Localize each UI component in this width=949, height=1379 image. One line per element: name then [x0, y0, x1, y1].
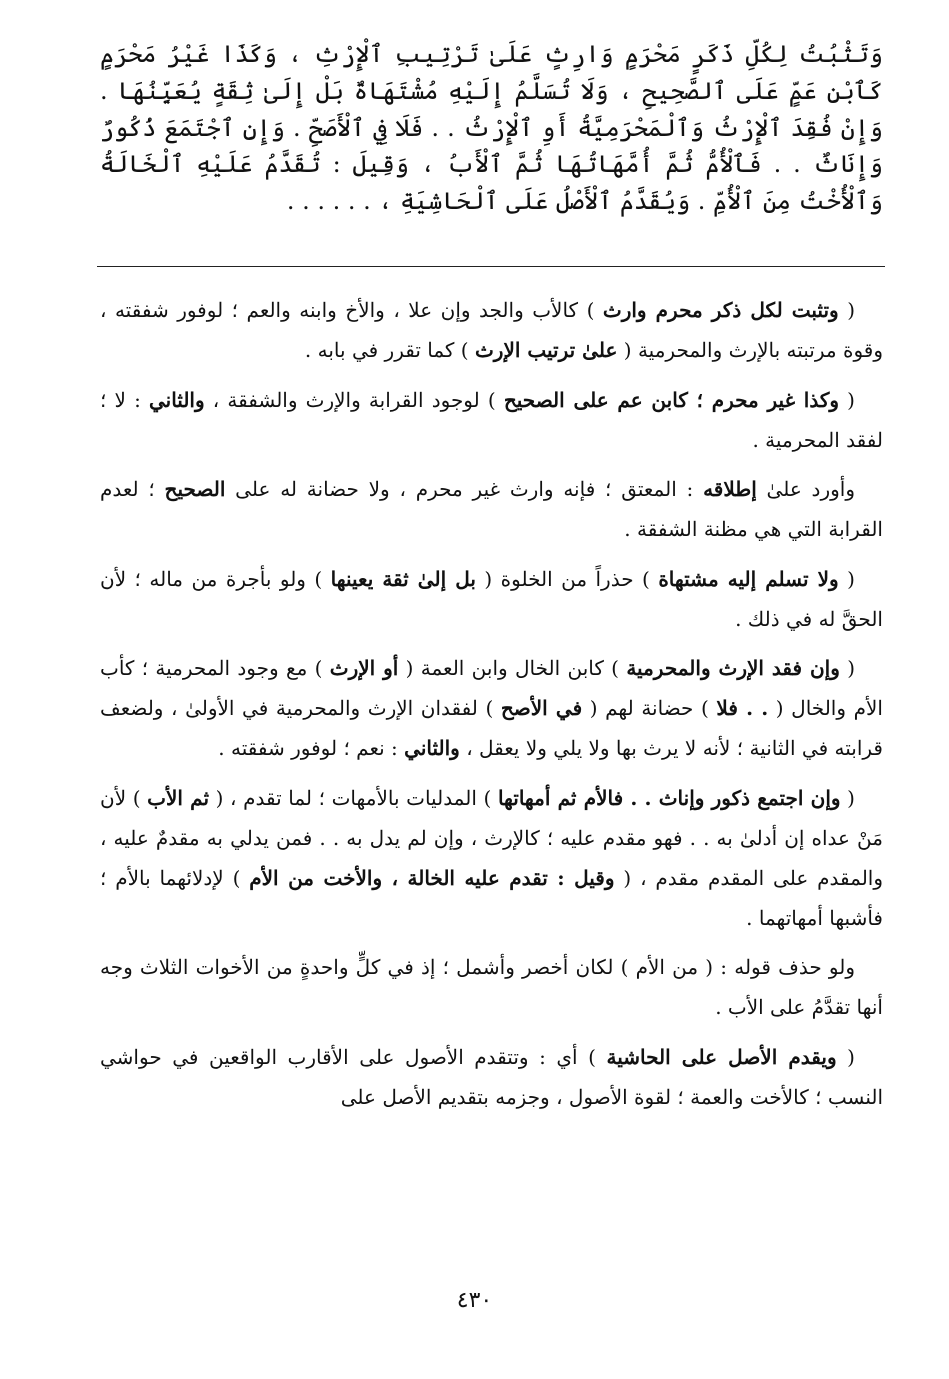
- quoted-matn: وقيل : تقدم عليه الخالة ، والأخت من الأم: [249, 865, 615, 890]
- quoted-matn: والثاني: [404, 736, 460, 760]
- quoted-matn: والثاني: [148, 387, 205, 412]
- quoted-matn: الصحيح: [164, 477, 226, 501]
- sharh-paragraph-7: ولو حذف قوله : ( من الأم ) لكان أخصر وأشمل ؛ إذ في كلٍّ واحدةٍ من الأخوات الثلاث وجه أنها تقدَّمُ على الأب .: [100, 955, 883, 1019]
- sharh-paragraph-3: وأورد علىٰ إطلاقه : المعتق ؛ فإنه وارث غير محرم ، ولا حضانة له على الصحيح ؛ لعدم القرابة التي هي مظنة الشفقة .: [100, 477, 883, 541]
- quoted-matn: ثم الأب: [147, 785, 210, 810]
- sharh-paragraph-8: ( ويقدم الأصل على الحاشية ) أي : وتتقدم الأصول على الأقارب الواقعين في حواشي النسب ؛ كالأخت والعمة ؛ لقوة الأصول ، وجزمه بتقديم الأصل على: [100, 1044, 883, 1109]
- quoted-matn: أو الإرث: [329, 656, 399, 680]
- quoted-matn: ولا تسلم إليه مشتهاة: [658, 566, 839, 591]
- sharh-paragraph-6: ( وإن اجتمع ذكور وإناث . . فالأم ثم أمهاتها ) المدليات بالأمهات ؛ لما تقدم ، ( ثم الأب ) لأن مَنْ عداه إن أدلىٰ به . . فهو مقدم عليه ؛ كالإرث ، وإن لم يدل به . . فمن يدلي به مقدمٌ عليه ، والمقدم على المقدم مقدم ، ( وقيل : تقدم عليه الخالة ، والأخت من الأم ) لإدلائهما بالأم ؛ فأشبها أمهاتهما .: [100, 785, 884, 930]
- quoted-matn: وإن فقد الإرث والمحرمية: [626, 656, 840, 680]
- quoted-matn: بل إلىٰ ثقة يعينها: [330, 566, 476, 591]
- matn-paragraph: وَتَثْبُتُ لِكُلِّ ذَكَرٍ مَحْرَمٍ وَارِثٍ عَلَىٰ تَرْتِيبِ ٱلْإِرْثِ ، وَكَذَا غَيْرُ مَحْرَمٍ كَٱبْنِ عَمٍّ عَلَى ٱلصَّحِيحِ ، وَلَا تُسَلَّمُ إِلَيْهِ مُشْتَهَاةٌ بَلْ إِلَىٰ ثِقَةٍ يُعَيِّنُهَا . وَإِنْ فُقِدَ ٱلْإِرْثُ وَٱلْمَحْرَمِيَّةُ أَوِ ٱلْإِرْثُ . . فَلَا فِي ٱلْأَصَحِّ . وَإِنِ ٱجْتَمَعَ ذُكُورٌ وَإِنَاثٌ . . فَٱلْأُمُّ ثُمَّ أُمَّهَاتُهَا ثُمَّ ٱلْأَبُ ، وَقِيلَ : تُقَدَّمُ عَلَيْهِ ٱلْخَالَةُ وَٱلْأُخْتُ مِنَ ٱلْأُمِّ . وَيُقَدَّمُ ٱلْأَصْلُ عَلَى ٱلْحَاشِيَةِ ، . . . . . .: [100, 40, 883, 216]
- quoted-matn: علىٰ ترتيب الإرث: [474, 338, 618, 362]
- quoted-matn: في الأصح: [500, 696, 583, 720]
- sharh-commentary-block: [100, 290, 883, 1126]
- quoted-matn: إطلاقه: [703, 477, 757, 501]
- sharh-paragraph-4: ( ولا تسلم إليه مشتهاة ) حذراً من الخلوة ( بل إلىٰ ثقة يعينها ) ولو بأجرة من ماله ؛ لأن الحقَّ له في ذلك .: [100, 566, 883, 631]
- quoted-matn: وتثبت لكل ذكر محرم وارث: [602, 298, 839, 322]
- quoted-matn: ويقدم الأصل على الحاشية: [606, 1044, 837, 1069]
- sharh-paragraph-1: ( وتثبت لكل ذكر محرم وارث ) كالأب والجد وإن علا ، والأخ وابنه والعم ؛ لوفور شفقته ، وقوة مرتبته بالإرث والمحرمية ( علىٰ ترتيب الإرث ) كما تقرر في بابه .: [100, 298, 883, 362]
- quoted-matn: وكذا غير محرم ؛ كابن عم على الصحيح: [503, 387, 840, 412]
- quoted-matn: . . فلا: [716, 696, 769, 720]
- quoted-matn: وإن اجتمع ذكور وإناث . . فالأم ثم أمهاتها: [497, 785, 841, 810]
- footnote-divider: [97, 266, 885, 267]
- page-number: ٤٣٠: [456, 1288, 493, 1313]
- sharh-paragraph-2: ( وكذا غير محرم ؛ كابن عم على الصحيح ) لوجود القرابة والإرث والشفقة ، والثاني : لا ؛ لفقد المحرمية .: [100, 387, 883, 452]
- sharh-paragraph-5: ( وإن فقد الإرث والمحرمية ) كابن الخال وابن العمة ( أو الإرث ) مع وجود المحرمية ؛ كأب الأم والخال ( . . فلا ) حضانة لهم ( في الأصح ) لفقدان الإرث والمحرمية في الأولىٰ ، ولضعف قرابته في الثانية ؛ لأنه لا يرث بها ولا يلي ولا يعقل ، والثاني : نعم ؛ لوفور شفقته .: [100, 656, 883, 760]
- matn-text-block: [100, 36, 883, 220]
